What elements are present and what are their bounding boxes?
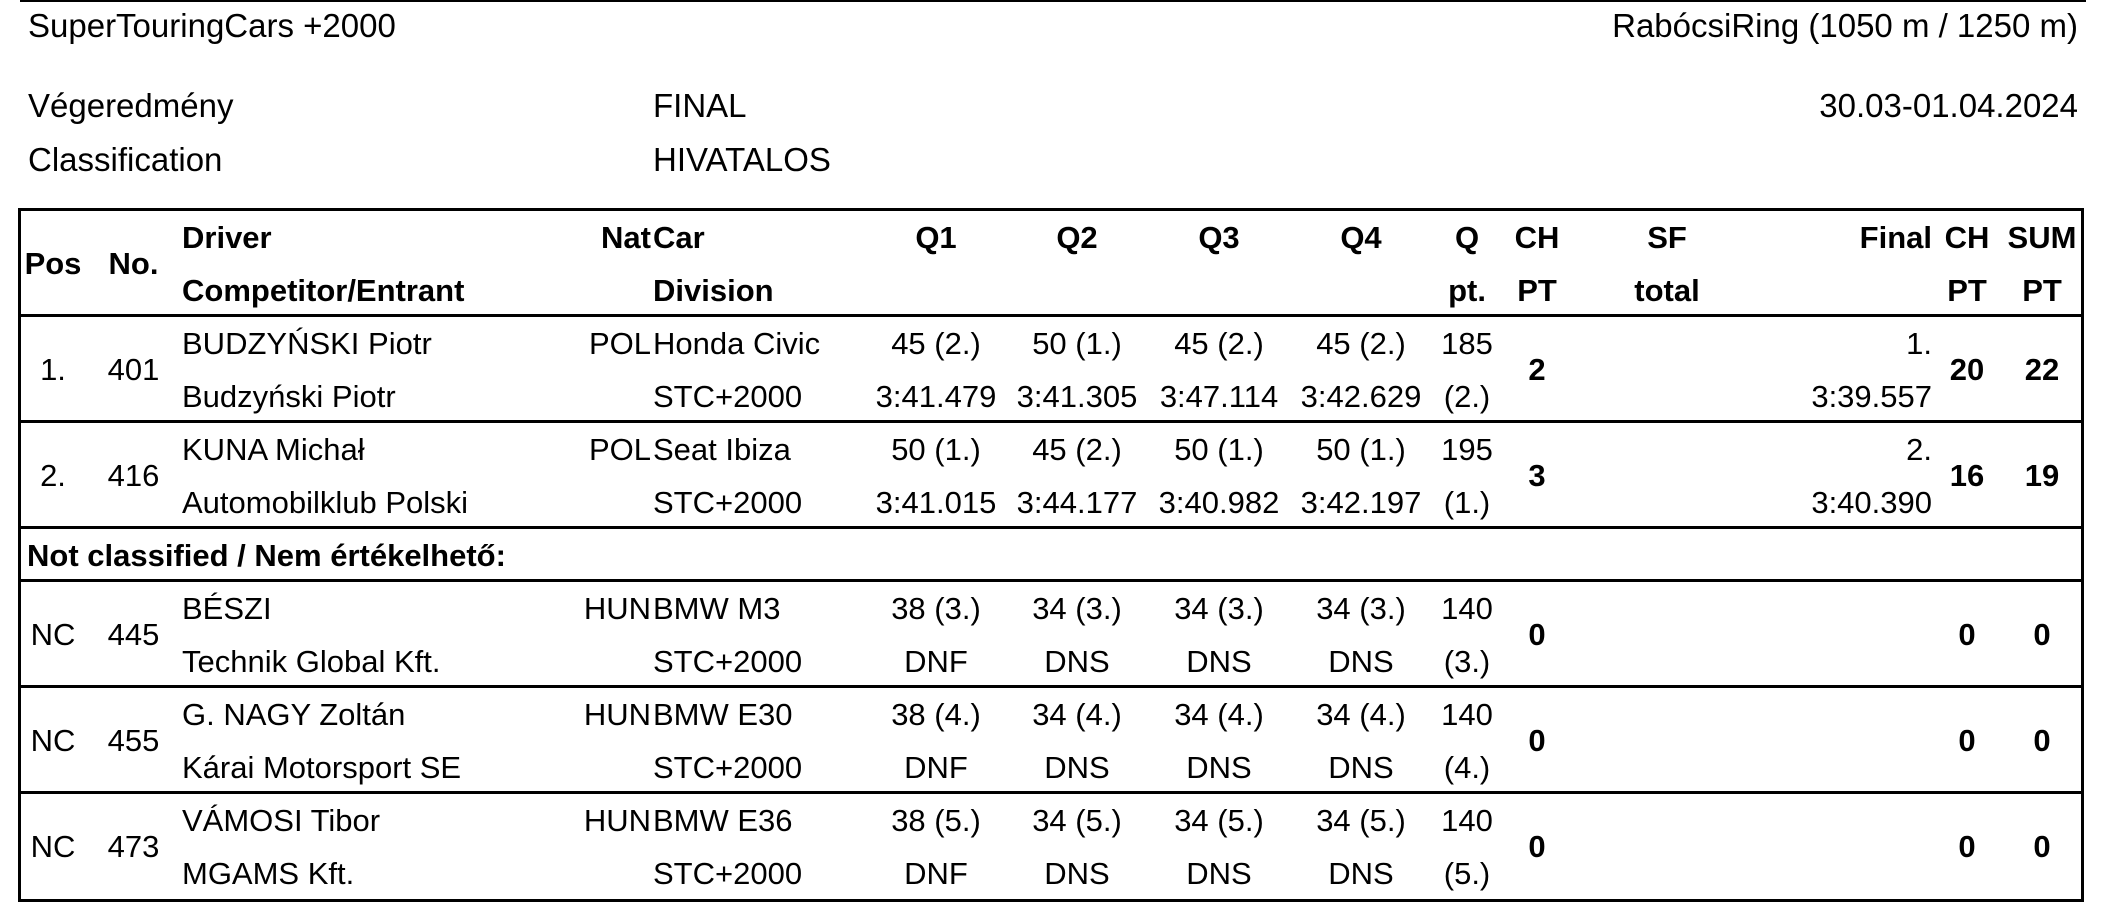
row-q1-points: 38 (4.) [891,697,981,732]
table-row [21,582,2081,688]
row-pos: 1. [40,352,66,387]
row-q2-points: 34 (4.) [1032,697,1122,732]
row-q2-points: 34 (3.) [1032,591,1122,626]
row-final-ch-points: 20 [1949,352,1985,387]
row-q1-points: 50 (1.) [891,432,981,467]
row-car: BMW E36 [653,803,793,838]
row-number: 455 [107,723,160,758]
row-q4-points: 50 (1.) [1316,432,1406,467]
row-q4-points: 45 (2.) [1316,326,1406,361]
row-final-ch-points: 0 [1958,617,1976,652]
row-entrant: MGAMS Kft. [182,856,355,891]
row-q1-time: 3:41.015 [875,485,997,520]
row-nat: HUN [583,697,651,732]
row-q3-time: DNS [1186,856,1252,891]
col-sum-sub: PT [2022,273,2062,308]
row-q3-time: 3:47.114 [1159,379,1279,414]
row-nat: HUN [583,803,651,838]
results-table [18,208,2084,902]
row-q2-points: 45 (2.) [1032,432,1122,467]
row-q4-time: DNS [1328,856,1394,891]
row-q2-time: 3:44.177 [1016,485,1138,520]
col-no: No. [108,246,159,281]
row-q1-points: 38 (5.) [891,803,981,838]
col-car: Car [653,220,705,255]
row-q-position: (5.) [1443,856,1491,891]
col-q3: Q3 [1198,220,1240,255]
event-dates: 30.03-01.04.2024 [1819,87,2078,124]
col-qpt-sub: pt. [1448,273,1486,308]
row-ch-points: 0 [1528,723,1546,758]
status-final: FINAL [653,87,747,124]
row-final-ch-points: 0 [1958,723,1976,758]
col-q4: Q4 [1340,220,1382,255]
row-q1-time: 3:41.479 [875,379,997,414]
row-division: STC+2000 [653,379,803,414]
row-driver: KUNA Michał [182,432,365,467]
row-driver: VÁMOSI Tibor [182,803,381,838]
row-car: BMW E30 [653,697,793,732]
row-final-position: 1. [1906,326,1932,361]
col-nat: Nat [601,220,651,255]
row-division: STC+2000 [653,856,803,891]
row-pos: NC [30,617,76,652]
row-q2-points: 50 (1.) [1032,326,1122,361]
row-q1-time: DNF [904,644,968,679]
document-title-en: Classification [28,141,223,178]
row-q-position: (4.) [1443,750,1491,785]
row-q3-time: 3:40.982 [1158,485,1280,520]
row-number: 416 [107,458,160,493]
row-q4-time: 3:42.197 [1300,485,1422,520]
row-final-time: 3:39.557 [1811,379,1932,414]
row-q4-points: 34 (3.) [1316,591,1406,626]
row-driver: BUDZYŃSKI Piotr [182,326,432,361]
row-nat: POL [588,326,651,361]
col-final-ch: CH [1944,220,1990,255]
track-name: RabócsiRing (1050 m / 1250 m) [1612,7,2078,44]
col-sf: SF [1647,220,1687,255]
row-nat: POL [588,432,651,467]
row-driver: G. NAGY Zoltán [182,697,406,732]
row-q4-time: DNS [1328,644,1394,679]
row-pos: 2. [40,458,66,493]
row-q3-points: 50 (1.) [1174,432,1264,467]
row-car: Seat Ibiza [653,432,791,467]
document-title-hu: Végeredmény [28,87,234,124]
not-classified-label: Not classified / Nem értékelhető: [27,538,506,573]
row-q1-points: 45 (2.) [891,326,981,361]
row-q3-points: 45 (2.) [1174,326,1264,361]
row-q4-time: 3:42.629 [1300,379,1422,414]
row-q4-points: 34 (4.) [1316,697,1406,732]
row-q2-points: 34 (5.) [1032,803,1122,838]
row-car: Honda Civic [653,326,821,361]
row-division: STC+2000 [653,644,803,679]
row-sum-points: 19 [2024,458,2060,493]
status-official: HIVATALOS [653,141,831,178]
row-number: 473 [107,829,160,864]
row-sum-points: 0 [2033,723,2051,758]
row-ch-points: 2 [1528,352,1546,387]
row-q-points: 195 [1441,432,1493,467]
row-q-position: (1.) [1443,485,1491,520]
col-ch-sub: PT [1517,273,1557,308]
col-division: Division [653,273,774,308]
row-final-ch-points: 0 [1958,829,1976,864]
col-driver: Driver [182,220,272,255]
table-header [21,211,2081,317]
row-q1-time: DNF [904,750,968,785]
row-q4-time: DNS [1328,750,1394,785]
col-ch: CH [1514,220,1560,255]
col-final: Final [1859,220,1932,255]
row-q-position: (2.) [1443,379,1491,414]
row-entrant: Technik Global Kft. [182,644,441,679]
row-ch-points: 3 [1528,458,1546,493]
row-pos: NC [30,723,76,758]
row-sum-points: 0 [2033,617,2051,652]
row-final-time: 3:40.390 [1811,485,1932,520]
row-sum-points: 22 [2024,352,2060,387]
row-q3-time: DNS [1186,644,1252,679]
row-pos: NC [30,829,76,864]
col-q1: Q1 [915,220,957,255]
col-final-ch-sub: PT [1947,273,1987,308]
col-entrant: Competitor/Entrant [182,273,465,308]
row-final-position: 2. [1906,432,1932,467]
row-division: STC+2000 [653,750,803,785]
col-pos: Pos [24,246,82,281]
row-q1-points: 38 (3.) [891,591,981,626]
row-ch-points: 0 [1528,829,1546,864]
row-division: STC+2000 [653,485,803,520]
row-q-points: 185 [1441,326,1493,361]
table-row [21,317,2081,423]
col-qpt: Q [1454,220,1480,255]
series-name: SuperTouringCars +2000 [28,7,396,44]
row-driver: BÉSZI [182,591,272,626]
table-row [21,688,2081,794]
top-rule [20,0,2086,2]
row-sum-points: 0 [2033,829,2051,864]
row-number: 401 [107,352,160,387]
row-q1-time: DNF [904,856,968,891]
col-sum: SUM [2007,220,2077,255]
row-q2-time: 3:41.305 [1016,379,1138,414]
row-nat: HUN [583,591,651,626]
row-entrant: Budzyński Piotr [182,379,396,414]
row-car: BMW M3 [653,591,781,626]
row-ch-points: 0 [1528,617,1546,652]
row-q3-points: 34 (3.) [1174,591,1264,626]
row-final-ch-points: 16 [1949,458,1985,493]
row-entrant: Automobilklub Polski [182,485,469,520]
col-sf-sub: total [1634,273,1700,308]
row-entrant: Kárai Motorsport SE [182,750,462,785]
row-q-points: 140 [1441,803,1493,838]
not-classified-section [21,529,2081,582]
row-q-position: (3.) [1443,644,1491,679]
row-q4-points: 34 (5.) [1316,803,1406,838]
row-q2-time: DNS [1044,644,1110,679]
row-q2-time: DNS [1044,750,1110,785]
row-q3-time: DNS [1186,750,1252,785]
row-q2-time: DNS [1044,856,1110,891]
row-number: 445 [107,617,160,652]
row-q3-points: 34 (5.) [1174,803,1264,838]
col-q2: Q2 [1056,220,1098,255]
row-q-points: 140 [1441,591,1493,626]
table-row [21,423,2081,529]
row-q-points: 140 [1441,697,1493,732]
row-q3-points: 34 (4.) [1174,697,1264,732]
table-row [21,794,2081,900]
